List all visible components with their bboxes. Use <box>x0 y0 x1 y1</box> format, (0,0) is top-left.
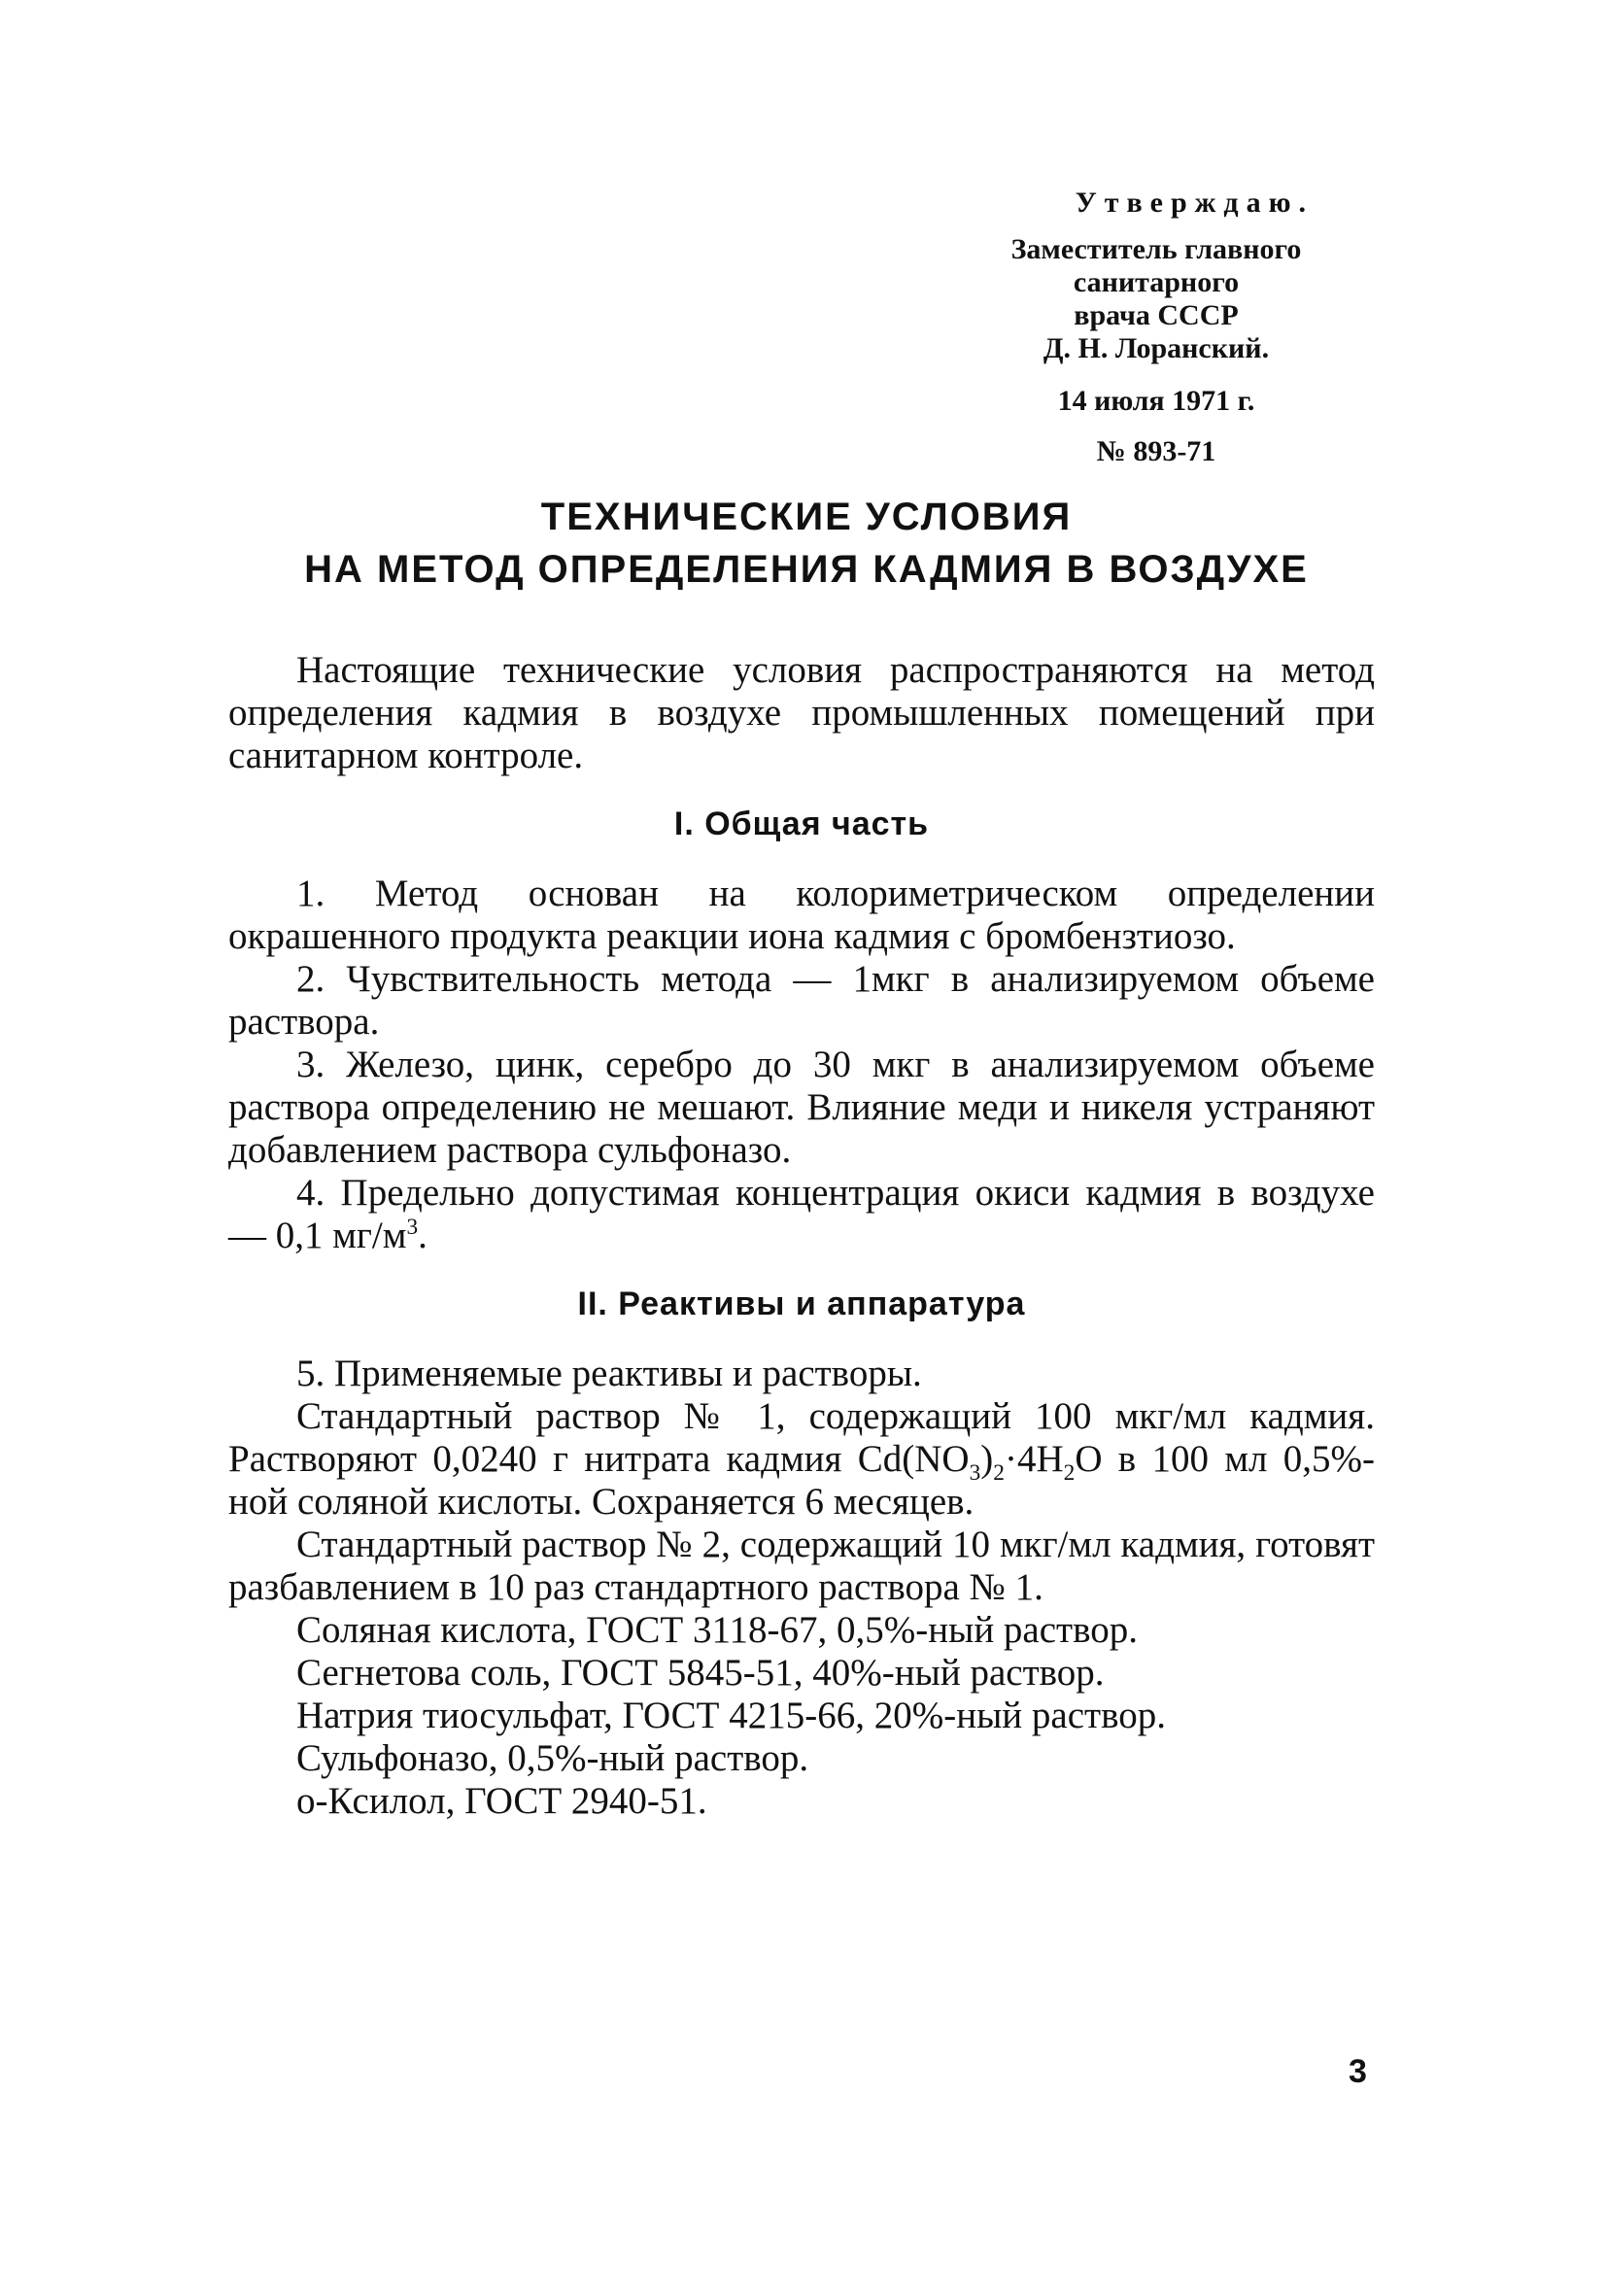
document-body <box>228 649 1375 1823</box>
std1-subscript-3: 2 <box>1063 1459 1076 1486</box>
standard-solution-2-paragraph: Стандартный раствор № 2, содержащий 10 мкг/мл кадмия, готовят разбавлением в 10 раз стандартного раствора № 1. <box>228 1524 1375 1608</box>
item-4-superscript: 3 <box>406 1215 419 1240</box>
std1-text-d: O в 100 мл 0,5%-ной соляной кислоты. Сохраняется 6 месяцев. <box>228 1438 1375 1523</box>
page-number: 3 <box>1349 2053 1367 2090</box>
reagent-line: о-Ксилол, ГОСТ 2940-51. <box>296 1780 707 1822</box>
std1-text-b: ) <box>980 1438 994 1480</box>
std1-text-c: ·4H <box>1004 1438 1064 1480</box>
document-title <box>194 491 1419 596</box>
reagent-line: Сегнетова соль, ГОСТ 5845-51, 40%-ный раствор. <box>296 1652 1105 1694</box>
std1-subscript-2: 2 <box>993 1459 1005 1486</box>
item-5-paragraph: 5. Применяемые реактивы и растворы. <box>296 1353 922 1394</box>
approval-position-line-2: санитарного <box>1073 266 1240 298</box>
std1-subscript-1: 3 <box>969 1459 981 1486</box>
approval-number: № 893-71 <box>1096 435 1216 467</box>
intro-paragraph: Настоящие технические условия распространяются на метод определения кадмия в воздухе промышленных помещений при санитарном контроле. <box>228 649 1375 776</box>
item-4-paragraph <box>228 1172 1375 1257</box>
approval-block <box>933 187 1380 468</box>
standard-solution-1-paragraph <box>228 1395 1375 1524</box>
section-1-heading: I. Общая часть <box>673 805 930 842</box>
item-3-paragraph: 3. Железо, цинк, серебро до 30 мкг в анализируемом объеме раствора определению не мешают. Влияние меди и никеля устраняют добавлением раствора сульфоназо. <box>228 1044 1375 1171</box>
title-line-1: ТЕХНИЧЕСКИЕ УСЛОВИЯ <box>540 496 1073 538</box>
approval-position-line-1: Заместитель главного <box>1010 233 1302 265</box>
approval-word: Утверждаю. <box>1075 187 1314 219</box>
reagent-line: Сульфоназо, 0,5%-ный раствор. <box>296 1737 809 1779</box>
item-2-paragraph: 2. Чувствительность метода — 1мкг в анализируемом объеме раствора. <box>228 958 1375 1043</box>
item-1-paragraph: 1. Метод основан на колориметрическом определении окрашенного продукта реакции иона кадмия с бромбензтиозо. <box>228 873 1375 957</box>
title-line-2: НА МЕТОД ОПРЕДЕЛЕНИЯ КАДМИЯ В ВОЗДУХЕ <box>304 548 1309 591</box>
std1-text-a: Стандартный раствор № 1, содержащий 100 мкг/мл кадмия. Растворяют 0,0240 г нитрата кадмия Cd(NO <box>228 1395 1375 1480</box>
reagent-line: Натрия тиосульфат, ГОСТ 4215-66, 20%-ный раствор. <box>296 1695 1166 1736</box>
reagent-line: Соляная кислота, ГОСТ 3118-67, 0,5%-ный раствор. <box>296 1609 1138 1651</box>
section-2-heading: II. Реактивы и аппаратура <box>577 1285 1026 1322</box>
approval-name: Д. Н. Лоранский. <box>1043 332 1270 364</box>
item-4-end: . <box>418 1215 427 1256</box>
approval-date: 14 июля 1971 г. <box>1057 385 1255 417</box>
approval-position-line-3: врача СССР <box>1074 299 1239 331</box>
item-4-text: 4. Предельно допустимая концентрация окиси кадмия в воздухе — 0,1 мг/м <box>228 1172 1375 1256</box>
